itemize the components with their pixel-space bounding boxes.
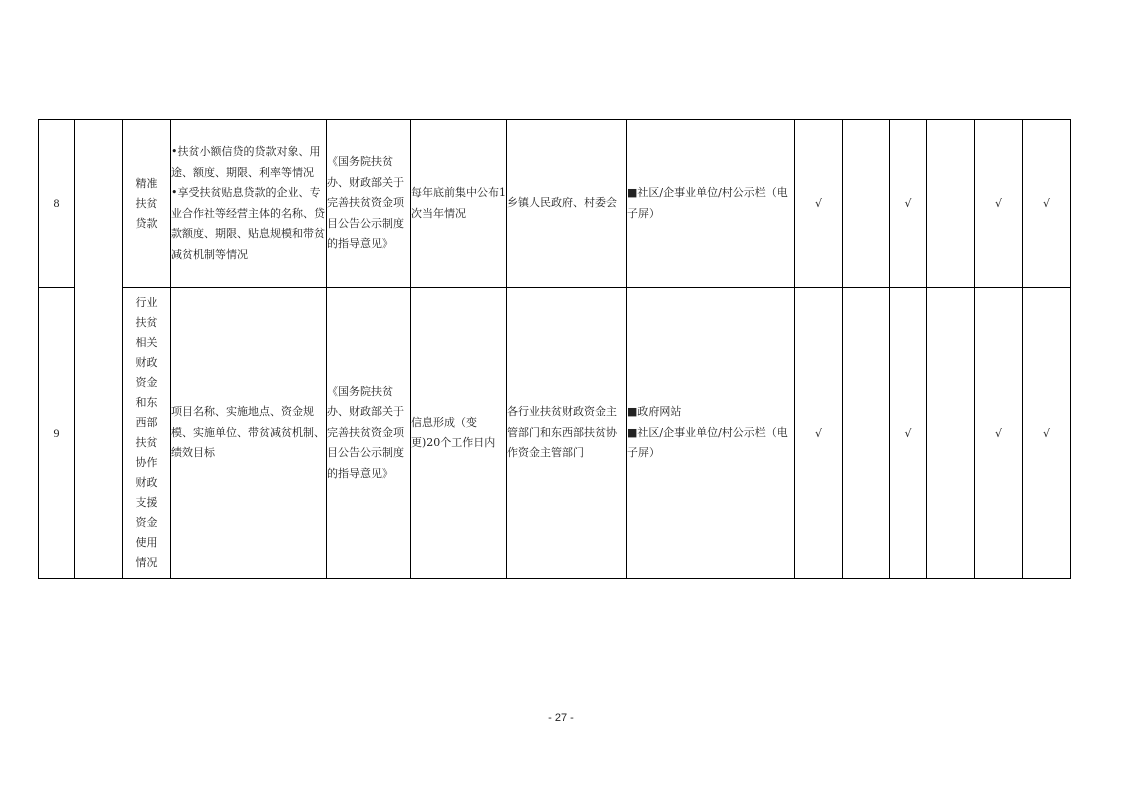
disclosure-table — [38, 119, 1071, 579]
content-cell — [171, 288, 327, 579]
check-cell: √ — [975, 288, 1023, 579]
channel-cell — [627, 288, 795, 579]
check-cell: √ — [975, 120, 1023, 288]
check-cell — [927, 288, 975, 579]
check-cell — [927, 120, 975, 288]
category-cell — [75, 120, 123, 579]
basis-cell: 《国务院扶贫办、财政部关于完善扶贫资金项目公告公示制度的指导意见》 — [327, 288, 411, 579]
check-cell — [843, 288, 890, 579]
content-line: •扶贫小额信贷的贷款对象、用途、额度、期限、利率等情况 — [171, 145, 321, 179]
subcategory-cell — [123, 120, 171, 288]
content-line: 项目名称、实施地点、资金规模、实施单位、带贫减贫机制、绩效目标 — [171, 405, 325, 460]
check-cell — [843, 120, 890, 288]
check-cell: √ — [890, 288, 927, 579]
check-cell: √ — [795, 120, 843, 288]
table-row — [39, 288, 1071, 579]
channel-line: ■政府网站 — [627, 405, 682, 419]
channel-line: ■社区/企事业单位/村公示栏（电子屏） — [627, 186, 788, 220]
channel-cell — [627, 120, 795, 288]
page-number: - 27 - — [548, 712, 574, 724]
subject-cell: 各行业扶贫财政资金主管部门和东西部扶贫协作资金主管部门 — [507, 288, 627, 579]
basis-cell: 《国务院扶贫办、财政部关于完善扶贫资金项目公告公示制度的指导意见》 — [327, 120, 411, 288]
subcategory-text: 精准扶贫贷款 — [135, 176, 158, 230]
channel-line: ■社区/企事业单位/村公示栏（电子屏） — [627, 425, 788, 460]
subject-cell: 乡镇人民政府、村委会 — [507, 120, 627, 288]
timing-cell: 信息形成（变更)20个工作日内 — [411, 288, 507, 579]
check-cell: √ — [1023, 120, 1071, 288]
row-number: 8 — [39, 120, 75, 288]
check-cell: √ — [795, 288, 843, 579]
content-cell — [171, 120, 327, 288]
content-line: •享受扶贫贴息贷款的企业、专业合作社等经营主体的名称、贷款额度、期限、贴息规模和带贫减贫机制等情况 — [171, 186, 325, 261]
timing-cell: 每年底前集中公布1次当年情况 — [411, 120, 507, 288]
check-cell: √ — [890, 120, 927, 288]
table-row — [39, 120, 1071, 288]
subcategory-cell — [123, 288, 171, 579]
row-number: 9 — [39, 288, 75, 579]
check-cell: √ — [1023, 288, 1071, 579]
subcategory-text: 行业扶贫相关财政资金和东西部扶贫协作财政支援资金使用情况 — [135, 296, 158, 569]
